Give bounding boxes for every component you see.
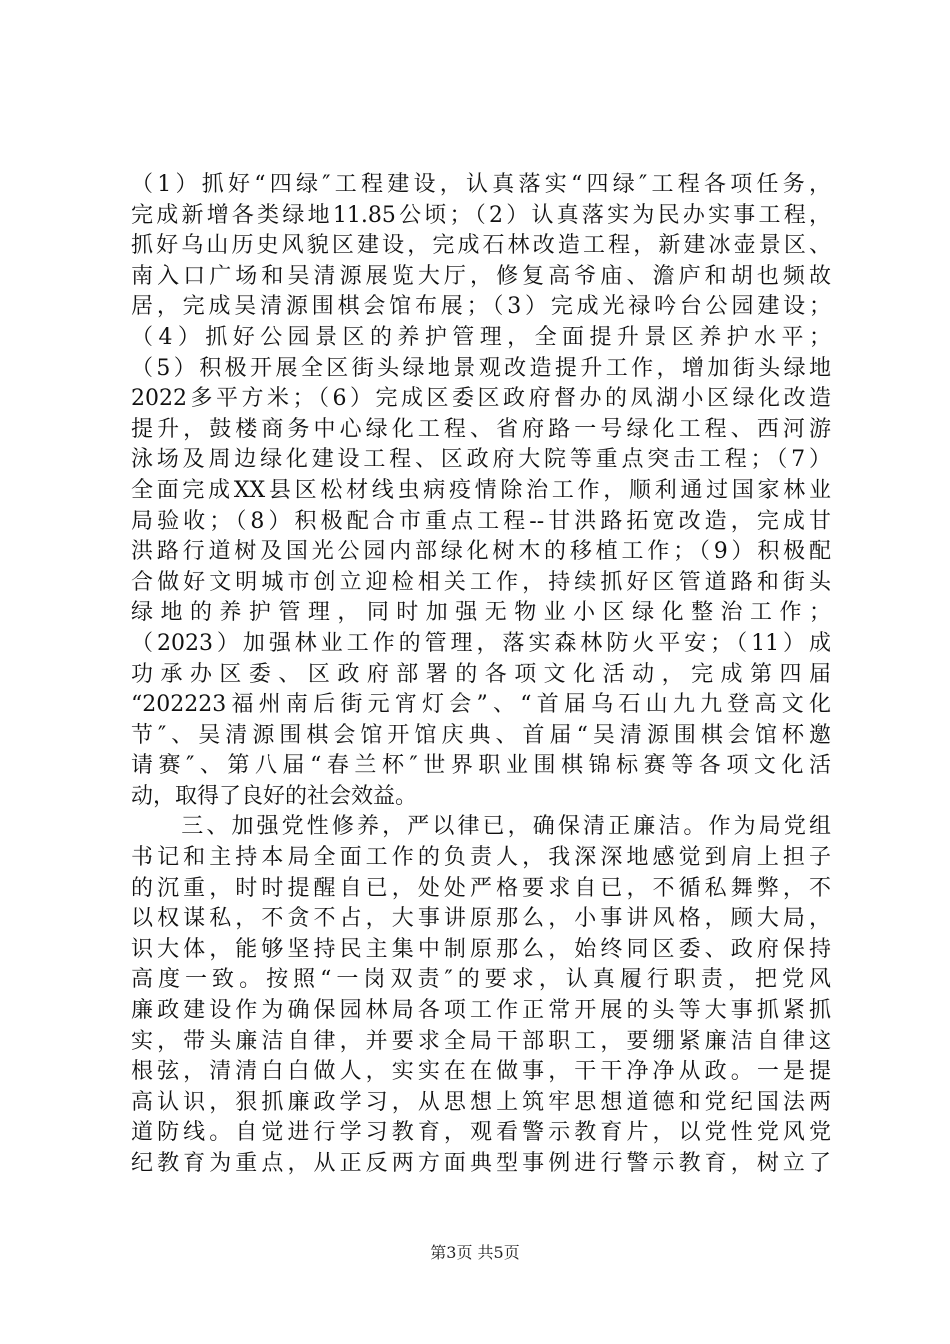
text-line: 高度一致。按照“一岗双责″的要求，认真履行职责，把党风: [131, 967, 831, 993]
text-line: 廉政建设作为确保园林局各项工作正常开展的头等大事抓紧抓: [131, 998, 831, 1024]
text-line: 纪教育为重点，从正反两方面典型事例进行警示教育，树立了: [131, 1151, 831, 1176]
paragraph-1: [131, 170, 831, 812]
text-line: 识大体，能够坚持民主集中制原那么，始终同区委、政府保持: [131, 936, 831, 962]
text-line: （5）积极开展全区街头绿地景观改造提升工作，增加街头绿地: [131, 355, 831, 381]
text-line: 局验收；（8）积极配合市重点工程--甘洪路拓宽改造，完成甘: [131, 508, 831, 534]
text-line: “202223福州南后街元宵灯会”、“首届乌石山九九登高文化: [131, 692, 831, 718]
text-line: 抓好乌山历史风貌区建设，完成石林改造工程，新建冰壶景区、: [131, 233, 831, 259]
text-line: 泳场及周边绿化建设工程、区政府大院等重点突击工程；（7）: [131, 447, 831, 473]
text-line: 实，带头廉洁自律，并要求全局干部职工，要绷紧廉洁自律这: [131, 1028, 831, 1054]
text-line: 以权谋私，不贪不占，大事讲原那么，小事讲风格，顾大局，: [131, 906, 831, 932]
text-line: 南入口广场和吴清源展览大厅，修复高爷庙、澹庐和胡也频故: [131, 263, 831, 289]
text-line: 全面完成XX县区松材线虫病疫情除治工作，顺利通过国家林业: [131, 477, 831, 503]
text-line: 请赛″、第八届“春兰杯″世界职业围棋锦标赛等各项文化活: [131, 753, 831, 779]
text-line: 三、加强党性修养，严以律已，确保清正廉洁。作为局党组: [131, 814, 831, 840]
text-line: 节″、吴清源围棋会馆开馆庆典、首届“吴清源围棋会馆杯邀: [131, 722, 831, 748]
text-line: 绿地的养护管理，同时加强无物业小区绿化整治工作；: [131, 600, 831, 626]
text-line: 提升，鼓楼商务中心绿化工程、省府路一号绿化工程、西河游: [131, 416, 831, 442]
text-line: 根弦，清清白白做人，实实在在做事，干干净净从政。一是提: [131, 1059, 831, 1085]
page-number-footer: 第3页 共5页: [430, 1243, 520, 1262]
text-line: （1）抓好“四绿″工程建设，认真落实“四绿″工程各项任务，: [131, 172, 831, 197]
text-line: 合做好文明城市创立迎检相关工作，持续抓好区管道路和街头: [131, 569, 831, 595]
text-line: 洪路行道树及国光公园内部绿化树木的移植工作；（9）积极配: [131, 539, 831, 565]
text-line: 2022多平方米；（6）完成区委区政府督办的凤湖小区绿化改造: [131, 386, 831, 412]
text-line: 高认识，狠抓廉政学习，从思想上筑牢思想道德和党纪国法两: [131, 1089, 831, 1115]
text-line: （2023）加强林业工作的管理，落实森林防火平安；（11）成: [131, 630, 831, 656]
text-line: 功承办区委、区政府部署的各项文化活动，完成第四届: [131, 661, 831, 687]
text-line: 动，取得了良好的社会效益。: [131, 783, 418, 809]
text-line: 居，完成吴清源围棋会馆布展；（3）完成光禄吟台公园建设；: [131, 294, 831, 320]
text-line: 的沉重，时时提醒自已，处处严格要求自已，不循私舞弊，不: [131, 875, 831, 901]
text-line: 完成新增各类绿地11.85公顷；（2）认真落实为民办实事工程，: [131, 202, 831, 228]
text-line: 道防线。自觉进行学习教育，观看警示教育片，以党性党风党: [131, 1120, 831, 1146]
text-line: （4）抓好公园景区的养护管理，全面提升景区养护水平；: [131, 324, 831, 350]
document-body: [131, 170, 831, 1180]
text-line: 书记和主持本局全面工作的负责人，我深深地感觉到肩上担子: [131, 845, 831, 871]
paragraph-2: [131, 812, 831, 1179]
